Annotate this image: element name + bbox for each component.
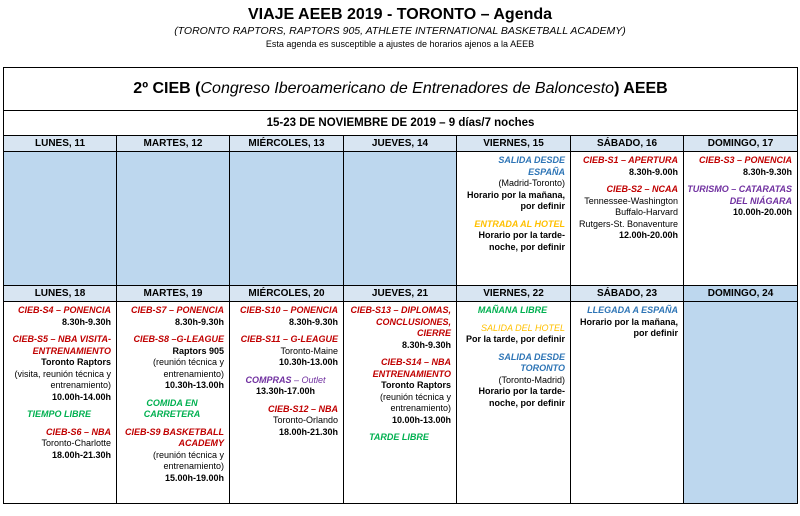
day-header: VIERNES, 22 — [457, 286, 571, 302]
event-time: 18.00h-21.30h — [51, 449, 111, 460]
day-cell-empty — [4, 152, 117, 286]
event-title: CIEB-S11 – G-LEAGUE — [240, 334, 338, 344]
event-team: Toronto Raptors — [41, 357, 111, 367]
event-route: (Madrid-Toronto) — [498, 178, 565, 188]
day-header: DOMINGO, 17 — [684, 136, 798, 152]
week2-header-row — [4, 286, 798, 302]
event-title: TURISMO – CATARATAS DEL NIÁGARA — [687, 184, 793, 206]
event-title: ENTRADA AL HOTEL — [474, 218, 565, 229]
day-header: MARTES, 12 — [117, 136, 230, 152]
day-cell-mon-18 — [4, 302, 117, 504]
event-detail: Buffalo-Harvard — [615, 207, 678, 217]
event — [120, 334, 224, 392]
event — [347, 357, 451, 426]
day-header: LUNES, 11 — [4, 136, 117, 152]
week2-content-row — [4, 302, 798, 504]
event-title: CIEB-S3 – PONENCIA — [699, 155, 793, 165]
trip-dates: 15-23 DE NOVIEMBRE DE 2019 – 9 días/7 noches — [4, 111, 798, 136]
event — [347, 432, 451, 444]
event-detail: (reunión técnica y entrenamiento) — [379, 391, 451, 413]
day-cell-tue-19 — [117, 302, 230, 504]
congress-banner: 2º CIEB (Congreso Iberoamericano de Entrenadores de Baloncesto) AEEB — [4, 68, 798, 111]
day-cell-sun-17 — [684, 152, 798, 286]
event-time: 10.00h-14.00h — [51, 391, 111, 402]
event-title: LLEGADA A ESPAÑA — [587, 305, 678, 315]
event-detail: Toronto-Maine — [280, 345, 338, 356]
event-title: CIEB-S9 BASKETBALL ACADEMY — [124, 426, 224, 448]
event-title: CIEB-S6 – NBA — [45, 426, 111, 437]
event-time: 10.00h-13.00h — [391, 414, 451, 425]
event — [7, 409, 111, 421]
event — [574, 184, 678, 242]
event-detail: Toronto-Orlando — [272, 415, 338, 425]
event — [574, 155, 678, 178]
event-time: 8.30h-9.30h — [743, 166, 793, 177]
event-time: 18.00h-21.30h — [278, 426, 338, 437]
event — [460, 323, 565, 346]
event-title: CIEB-S8 –G-LEAGUE — [133, 334, 224, 344]
event — [233, 305, 338, 328]
event-detail: (visita, reunión técnica y entrenamiento) — [14, 368, 111, 390]
event — [687, 184, 792, 219]
event-title: TARDE LIBRE — [369, 432, 429, 442]
day-cell-empty — [684, 302, 798, 504]
event-title: CIEB-S2 – NCAA — [606, 184, 678, 194]
event-team: Toronto Raptors — [381, 380, 451, 390]
event — [460, 155, 565, 213]
event-title: CIEB-S10 – PONENCIA — [239, 305, 338, 315]
event-time: Horario por la mañana, por definir — [579, 316, 678, 338]
day-header: JUEVES, 14 — [344, 136, 457, 152]
day-cell-empty — [230, 152, 344, 286]
event-title: TIEMPO LIBRE — [26, 409, 91, 419]
event — [460, 219, 565, 254]
event-title: MAÑANA LIBRE — [477, 305, 548, 315]
event-time: Horario por la tarde-noche, por definir — [478, 386, 565, 408]
event-title: CIEB-S4 – PONENCIA — [17, 305, 111, 315]
event-title: SALIDA DESDE TORONTO — [498, 351, 565, 373]
event — [120, 398, 224, 421]
week1-header-row — [4, 136, 798, 152]
event — [233, 334, 338, 369]
day-cell-thu-21 — [344, 302, 457, 504]
document-title: VIAJE AEEB 2019 - TORONTO – Agenda — [247, 6, 553, 23]
event — [460, 305, 565, 317]
event-time: 10.30h-13.00h — [164, 380, 224, 390]
day-header: SÁBADO, 16 — [571, 136, 684, 152]
event-time: 15.00h-19.00h — [164, 472, 224, 483]
event-detail: Rutgers-St. Bonaventure — [578, 218, 678, 229]
event-time: 10.00h-20.00h — [732, 207, 793, 217]
event-detail: (reunión técnica y entrenamiento) — [152, 357, 224, 379]
agenda-table — [3, 67, 798, 504]
week1-content-row — [4, 152, 798, 286]
day-cell-empty — [117, 152, 230, 286]
event — [233, 404, 338, 439]
event-title: SALIDA DESDE ESPAÑA — [498, 155, 565, 177]
day-header: DOMINGO, 24 — [684, 286, 798, 302]
event-title: COMPRAS – Outlet — [245, 374, 326, 385]
day-header: MIÉRCOLES, 20 — [230, 286, 344, 302]
schedule-disclaimer: Esta agenda es susceptible a ajustes de horarios ajenos a la AEEB — [265, 39, 535, 49]
event-time: Horario por la mañana, por definir — [466, 189, 565, 211]
event-title: COMIDA EN CARRETERA — [143, 397, 201, 419]
event-time: 13.30h-17.00h — [255, 386, 316, 396]
event — [687, 155, 792, 178]
event-time: 8.30h-9.30h — [288, 316, 338, 327]
event-title: CIEB-S13 – DIPLOMAS, CONCLUSIONES, CIERRE — [350, 305, 451, 338]
day-header: MARTES, 19 — [117, 286, 230, 302]
event-time: 8.30h-9.30h — [401, 339, 451, 350]
event — [347, 305, 451, 351]
event-title: CIEB-S5 – NBA VISITA-ENTRENAMIENTO — [12, 334, 111, 356]
event-title: CIEB-S14 – NBA ENTRENAMIENTO — [372, 357, 451, 379]
day-cell-fri-15 — [457, 152, 571, 286]
day-header: JUEVES, 21 — [344, 286, 457, 302]
day-cell-empty — [344, 152, 457, 286]
day-header: LUNES, 18 — [4, 286, 117, 302]
event-detail: Toronto-Charlotte — [41, 438, 111, 448]
event-title: SALIDA DEL HOTEL — [480, 322, 565, 333]
event-time: 8.30h-9.30h — [174, 316, 224, 327]
document-subtitle: (TORONTO RAPTORS, RAPTORS 905, ATHLETE INTERNATIONAL BASKETBALL ACADEMY) — [174, 25, 626, 37]
event-title: CIEB-S1 – APERTURA — [582, 155, 678, 165]
day-header: SÁBADO, 23 — [571, 286, 684, 302]
event-time: 8.30h-9.30h — [61, 316, 111, 327]
document-header — [0, 5, 800, 50]
day-cell-fri-22 — [457, 302, 571, 504]
event-time: 10.30h-13.00h — [278, 357, 338, 367]
event — [7, 334, 111, 403]
event-time: 8.30h-9.00h — [628, 166, 678, 177]
event-detail: (reunión técnica y entrenamiento) — [152, 449, 224, 471]
event-time: Horario por la tarde-noche, por definir — [478, 230, 565, 252]
day-cell-wed-20 — [230, 302, 344, 504]
congress-full-name: Congreso Iberoamericano de Entrenadores de Baloncesto — [200, 80, 615, 97]
day-cell-sat-23 — [571, 302, 684, 504]
event-time: Por la tarde, por definir — [465, 334, 565, 344]
day-header: VIERNES, 15 — [457, 136, 571, 152]
event — [574, 305, 678, 340]
event-route: (Toronto-Madrid) — [498, 374, 565, 385]
event — [460, 352, 565, 410]
event-title: CIEB-S7 – PONENCIA — [130, 305, 224, 315]
day-cell-sat-16 — [571, 152, 684, 286]
event — [120, 305, 224, 328]
day-header: MIÉRCOLES, 13 — [230, 136, 344, 152]
event-title: CIEB-S12 – NBA — [267, 403, 338, 414]
event — [7, 427, 111, 462]
event-team: Raptors 905 — [172, 345, 224, 356]
event — [233, 375, 338, 398]
event — [7, 305, 111, 328]
event-detail: Tennessee-Washington — [584, 195, 678, 206]
event-time: 12.00h-20.00h — [618, 230, 678, 240]
event — [120, 427, 224, 485]
